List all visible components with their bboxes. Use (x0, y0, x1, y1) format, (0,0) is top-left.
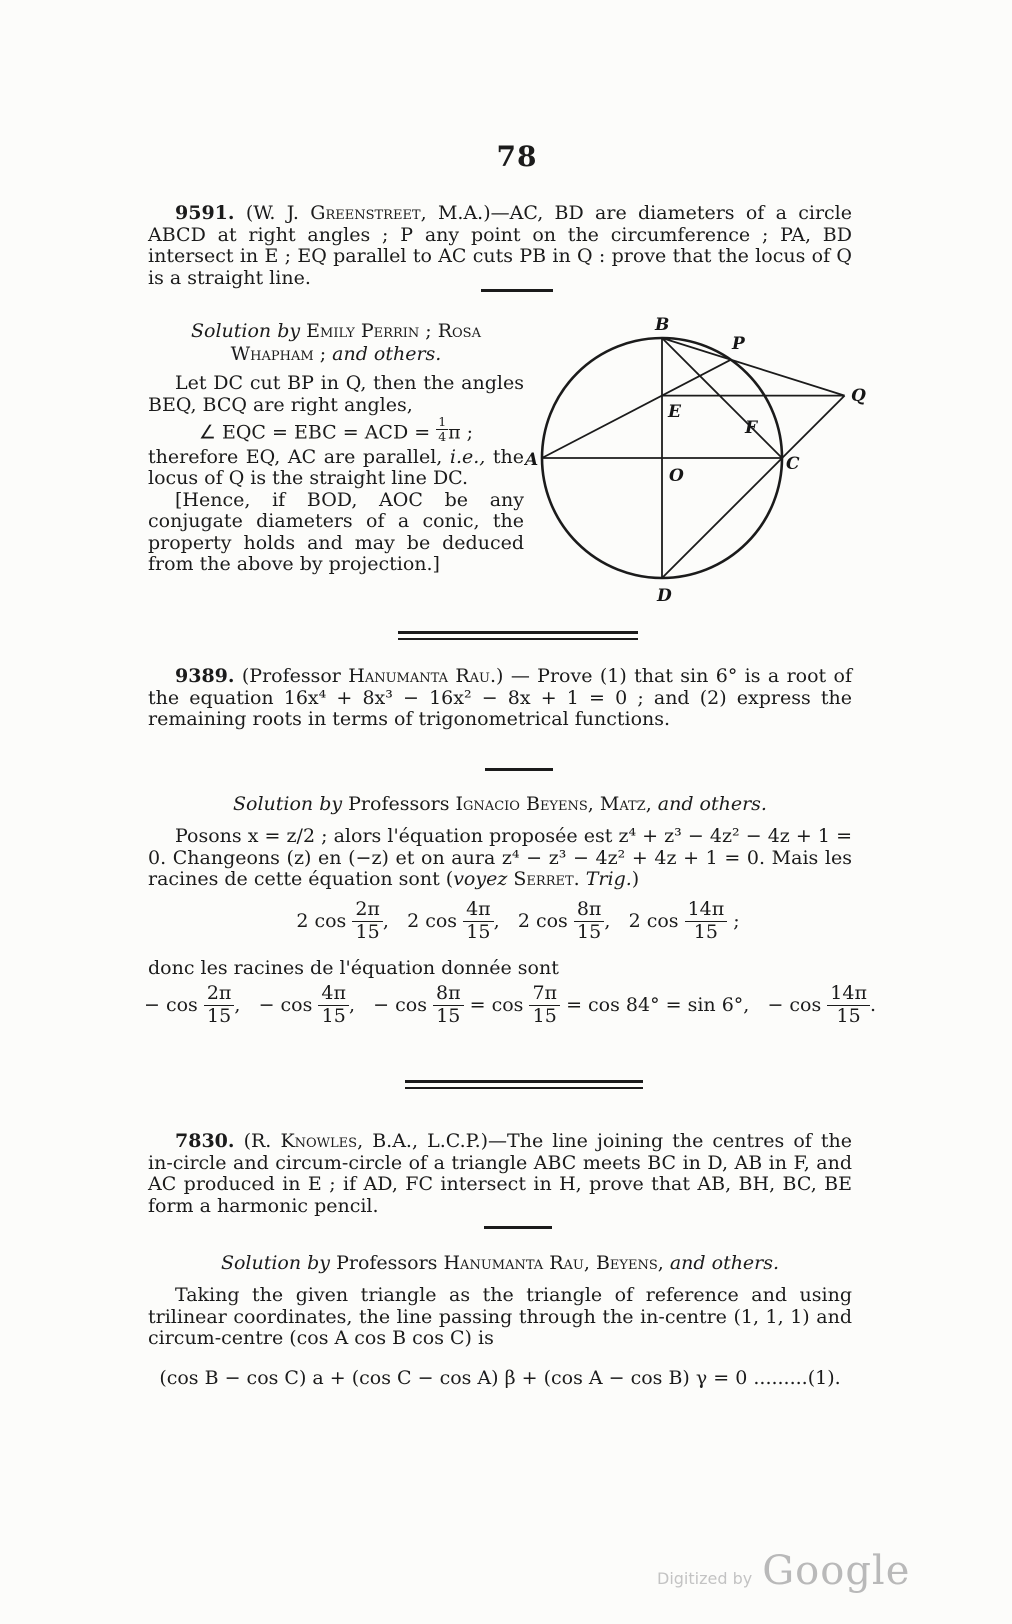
root-term: 2 cos $\frac{14\pi}{15}$ ; (628, 898, 740, 943)
problem-9389-statement (148, 666, 852, 731)
serret-name: Serret. (513, 868, 586, 890)
figure-label-O: O (669, 466, 684, 486)
chord-AP (542, 360, 731, 458)
fraction: $\frac{4\pi}{15}$ (318, 984, 349, 1027)
solution-9591-angle-equation: ∠ EQC = EBC = ACD = $\frac{1}{4}$ π ; (198, 414, 474, 444)
root-term: − cos $\frac{8\pi}{15}$ = (373, 982, 492, 1027)
section-divider (398, 631, 638, 640)
solver-names: Ignacio Beyens, Matz, (455, 793, 658, 815)
trig-label: Trig. (585, 868, 632, 890)
figure-label-Q: Q (851, 386, 866, 406)
figure-label-P: P (732, 334, 745, 354)
and-others: and others. (332, 343, 442, 365)
quarter-fraction: $\frac{1}{4}$ (438, 414, 447, 444)
roots-equation-1 (148, 900, 888, 943)
fraction: $\frac{14\pi}{15}$ (685, 900, 728, 943)
root-term: 2 cos $\frac{8\pi}{15}$ , (517, 898, 629, 943)
line-BPQ (662, 338, 845, 396)
solution-9591-para1a: Let DC cut BP in Q, then the angles BEQ, BCQ are right angles, (148, 372, 524, 416)
section-rule (484, 1226, 552, 1229)
solution-9389-header (148, 793, 852, 816)
page-number: 78 (496, 140, 538, 173)
section-rule (485, 768, 553, 771)
author-prefix: (R. (243, 1130, 281, 1152)
digitized-watermark (657, 1548, 910, 1594)
section-divider (405, 1080, 643, 1089)
solution-9389-donc-line: donc les racines de l'équation donnée sont (148, 957, 559, 979)
figure-label-E: E (668, 402, 681, 422)
fraction: $\frac{8\pi}{15}$ (574, 900, 605, 943)
section-rule (481, 289, 553, 292)
professors-label: Professors (348, 793, 456, 815)
problem-9591-statement (148, 203, 852, 289)
fraction: $\frac{4\pi}{15}$ (463, 900, 494, 943)
solution-9591 (148, 320, 524, 576)
figure-label-B: B (655, 315, 670, 335)
statement-text: , B.A., L.C.P.)—The line joining the centres of the in-circle and circum-circle of a triangle ABC meets BC in D, AB in F, and AC produced in E ; if AD, FC intersect in H, prove that AB, BH, BC, BE form a harmonic pencil. (148, 1130, 852, 1217)
problem-number: 9389. (175, 665, 235, 687)
figure-label-D: D (657, 586, 672, 606)
trilinear-equation: (cos B − cos C) a + (cos C − cos A) β + (cos A − cos B) γ = 0 .........(1). (159, 1367, 841, 1389)
root-term: − cos $\frac{14\pi}{15}$ . (767, 982, 877, 1027)
problem-number: 9591. (175, 202, 235, 224)
root-term: cos $\frac{7\pi}{15}$ = cos 84° = sin 6°, (491, 982, 768, 1027)
roots-equation-2 (130, 984, 890, 1027)
figure-label-C: C (786, 454, 800, 474)
and-others: and others. (657, 793, 767, 815)
statement-text: , M.A.)—AC, BD are diameters of a circle ABCD at right angles ; P any point on the circumference ; PA, BD intersect in E ; EQ parallel to AC cuts PB in Q : prove that the locus of Q is a straight line. (148, 202, 853, 289)
author-name: Knowles (280, 1130, 358, 1152)
solution-9591-para2: [Hence, if BOD, AOC be any conjugate diameters of a conic, the property holds and may be deduced from the above by projection.] (148, 488, 524, 575)
author-name: Greenstreet (310, 202, 421, 224)
fraction: $\frac{14\pi}{15}$ (827, 984, 870, 1027)
solution-7830-para1: Taking the given triangle as the triangle of reference and using trilinear coordinates, the line passing through the in-centre (1, 1, 1) and circum-centre (cos A cos B cos C) is (148, 1284, 852, 1349)
solver-names: Hanumanta Rau, Beyens, (443, 1252, 670, 1274)
fraction: $\frac{7\pi}{15}$ (529, 984, 560, 1027)
solution-9591-header (148, 320, 524, 366)
professors-label: Professors (336, 1252, 444, 1274)
author-prefix: (W. J. (245, 202, 311, 224)
google-logo: Google (762, 1548, 911, 1594)
fraction: $\frac{2\pi}{15}$ (204, 984, 235, 1027)
problem-7830-statement (148, 1131, 852, 1217)
root-term: − cos $\frac{4\pi}{15}$ , (258, 982, 374, 1027)
statement-text: .) — Prove (1) that sin 6° is a root of the equation 16x⁴ + 8x³ − 16x² − 8x + 1 = 0 ; and (2) express the remaining roots in terms of trigonometrical functions. (148, 665, 852, 730)
solution-9389-para1: Posons x = z/2 ; alors l'équation proposée est z⁴ + z³ − 4z² − 4z + 1 = 0. Changeons (z) en (−z) et on aura z⁴ − z³ − 4z² + 4z + 1 = 0. Mais les racines de cette équation sont (voyez Serret. Trig.) (148, 825, 852, 890)
angle-icon: ∠ (198, 421, 222, 444)
figure-label-A: A (525, 450, 539, 470)
root-term: 2 cos $\frac{4\pi}{15}$ , (407, 898, 518, 943)
solution-by-label: Solution by (191, 320, 307, 342)
fraction: $\frac{2\pi}{15}$ (352, 900, 383, 943)
geometry-figure (524, 300, 896, 608)
author-prefix: (Professor (241, 665, 349, 687)
author-name: Hanumanta Rau (348, 665, 490, 687)
fraction: $\frac{8\pi}{15}$ (433, 984, 464, 1027)
solution-7830-header (148, 1252, 852, 1275)
solution-by-label: Solution by (220, 1252, 337, 1274)
watermark-prefix: Digitized by (657, 1569, 753, 1588)
and-others: and others. (669, 1252, 780, 1274)
figure-label-F: F (745, 418, 758, 438)
solution-by-label: Solution by (233, 793, 349, 815)
root-term: − cos $\frac{2\pi}{15}$ , (143, 982, 259, 1027)
root-term: 2 cos $\frac{2\pi}{15}$ , (296, 898, 408, 943)
problem-number: 7830. (175, 1130, 235, 1152)
solution-9591-para1b: therefore EQ, AC are parallel, i.e., the locus of Q is the straight line DC. (148, 445, 524, 489)
solver-names: Emily Perrin ; Rosa Whapham ; (230, 320, 481, 365)
voyez-label: voyez (453, 868, 514, 890)
